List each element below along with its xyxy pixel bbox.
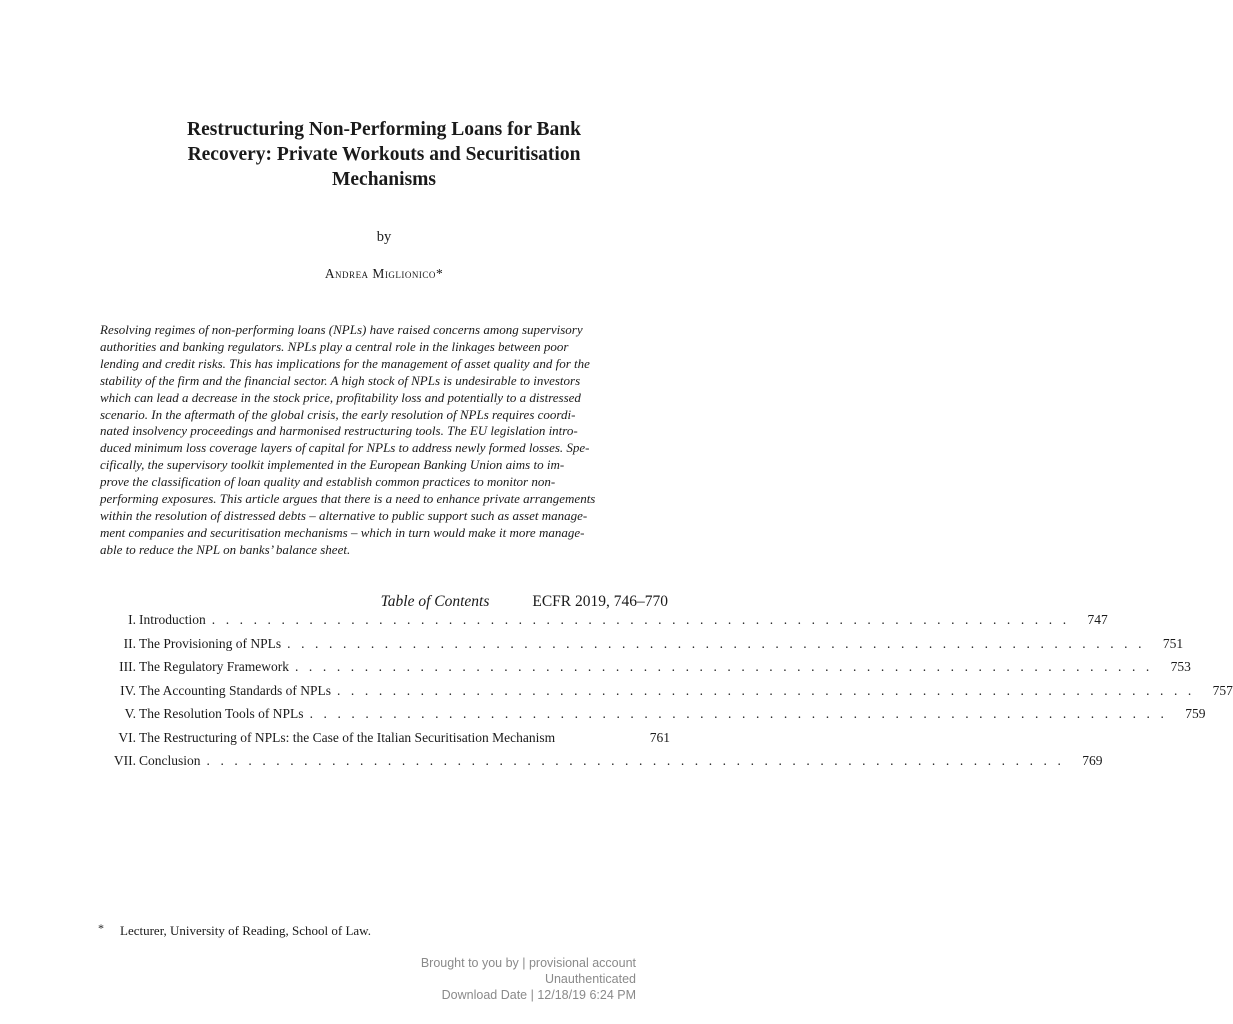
toc-entry-title: Conclusion [139,753,201,768]
table-of-contents [100,608,1233,773]
access-provider-line: Brought to you by | provisional account [420,956,636,970]
journal-citation: ECFR 2019, 746–770 [532,593,668,610]
toc-entry-number: VII. [113,753,136,768]
toc-heading: Table of Contents [380,593,490,610]
toc-entry-title: The Regulatory Framework [139,659,289,674]
toc-entry-title: The Accounting Standards of NPLs [139,682,331,698]
toc-entry[interactable] [100,679,1233,703]
toc-entry[interactable] [100,632,1184,656]
abstract-line: stability of the firm and the financial sector. A high stock of NPLs is undesirable to investors [100,372,581,388]
toc-entry[interactable] [100,749,1103,773]
abstract-line: prove the classification of loan quality and establish common practices to monitor non- [100,474,556,490]
author-footnote [98,921,666,939]
footnote-text: Lecturer, University of Reading, School of Law. [120,923,371,938]
toc-entry-page: 757 [1212,682,1233,698]
toc-leader-dots: . . . . . . . . . . . . . . . . . . . . . . . . . . . . . . . . . . . . . . . . . . . . . . . . . . . . . . . . . . . . . . [294,659,1153,674]
toc-entry-number: VI. [118,729,136,745]
abstract-line: Resolving regimes of non-performing loans (NPLs) have raised concerns among supervisory [100,322,583,337]
abstract-line: nated insolvency proceedings and harmonised restructuring tools. The EU legislation intro- [100,423,578,439]
abstract-line: ment companies and securitisation mechanisms – which in turn would make it more manage- [100,524,585,540]
access-watermark [421,955,636,1003]
abstract-line: lending and credit risks. This has implications for the management of asset quality and for the [100,355,590,371]
abstract-line: duced minimum loss coverage layers of capital for NPLs to address newly formed losses. Spe- [100,440,590,456]
access-status-line: Unauthenticated [544,972,636,986]
author-name-block [100,266,668,282]
abstract-line: which can lead a decrease in the stock price, profitability loss and potentially to a distressed [100,389,581,405]
toc-leader-dots: . . . . . . . . . . . . . . . . . . . . . . . . . . . . . . . . . . . . . . . . . . . . . . . . . . . . . . . . . . . . . . [336,682,1195,698]
article-title [100,117,668,192]
title-line: Mechanisms [332,169,436,190]
toc-entry-title: The Provisioning of NPLs [139,635,282,651]
toc-entry-page: 751 [1162,635,1184,651]
author-name: Andrea Miglionico [324,266,436,281]
byline-label: by [376,229,392,245]
abstract [100,322,668,559]
toc-entry-title: Introduction [139,612,206,627]
toc-entry[interactable] [100,702,1206,726]
footnote-mark: * [98,921,104,935]
toc-entry-number: I. [128,612,136,627]
toc-entry-number: III. [119,659,136,674]
toc-entry-number: V. [124,706,136,721]
toc-entry-page: 759 [1185,706,1206,721]
abstract-line: scenario. In the aftermath of the global crisis, the early resolution of NPLs requires coordi- [100,406,576,422]
toc-entry-number: II. [123,635,136,651]
download-date-line: Download Date | 12/18/19 6:24 PM [441,988,636,1002]
title-line: Recovery: Private Workouts and Securitisation [187,144,581,165]
toc-entry-page: 761 [649,729,670,745]
abstract-line: within the resolution of distressed debts – alternative to public support such as asset manage- [100,507,588,523]
toc-entry-number: IV. [120,682,136,698]
toc-leader-dots: . . . . . . . . . . . . . . . . . . . . . . . . . . . . . . . . . . . . . . . . . . . . . . . . . . . . . . . . . . . . . . [206,753,1065,768]
author-footnote-mark: * [435,266,444,281]
toc-entry[interactable] [100,608,1108,632]
toc-entry-page: 747 [1087,612,1108,627]
toc-leader-dots: . . . . . . . . . . . . . . . . . . . . . . . . . . . . . . . . . . . . . . . . . . . . . . . . . . . . . . . . . . . . . . [287,635,1146,651]
toc-entry-title: The Restructuring of NPLs: the Case of the Italian Securitisation Mechanism [139,729,556,745]
toc-entry[interactable] [100,655,1191,679]
title-line: Restructuring Non-Performing Loans for Bank [187,119,581,140]
toc-entry-page: 753 [1170,659,1191,674]
abstract-line: authorities and banking regulators. NPLs play a central role in the linkages between poor [100,338,569,354]
toc-leader-dots: . . . . . . . . . . . . . . . . . . . . . . . . . . . . . . . . . . . . . . . . . . . . . . . . . . . . . . . . . . . . . . [309,706,1168,721]
abstract-line: able to reduce the NPL on banks’ balance sheet. [100,541,351,557]
abstract-line: cifically, the supervisory toolkit implemented in the European Banking Union aims to im- [100,457,565,473]
toc-entry-page: 769 [1082,753,1103,768]
toc-entry-title: The Resolution Tools of NPLs [139,706,304,721]
toc-leader-dots: . . . . . . . . . . . . . . . . . . . . . . . . . . . . . . . . . . . . . . . . . . . . . . . . . . . . . . . . . . . . . . [211,612,1070,627]
abstract-line: performing exposures. This article argues that there is a need to enhance private arrangements [100,491,596,507]
toc-entry[interactable] [100,726,670,750]
